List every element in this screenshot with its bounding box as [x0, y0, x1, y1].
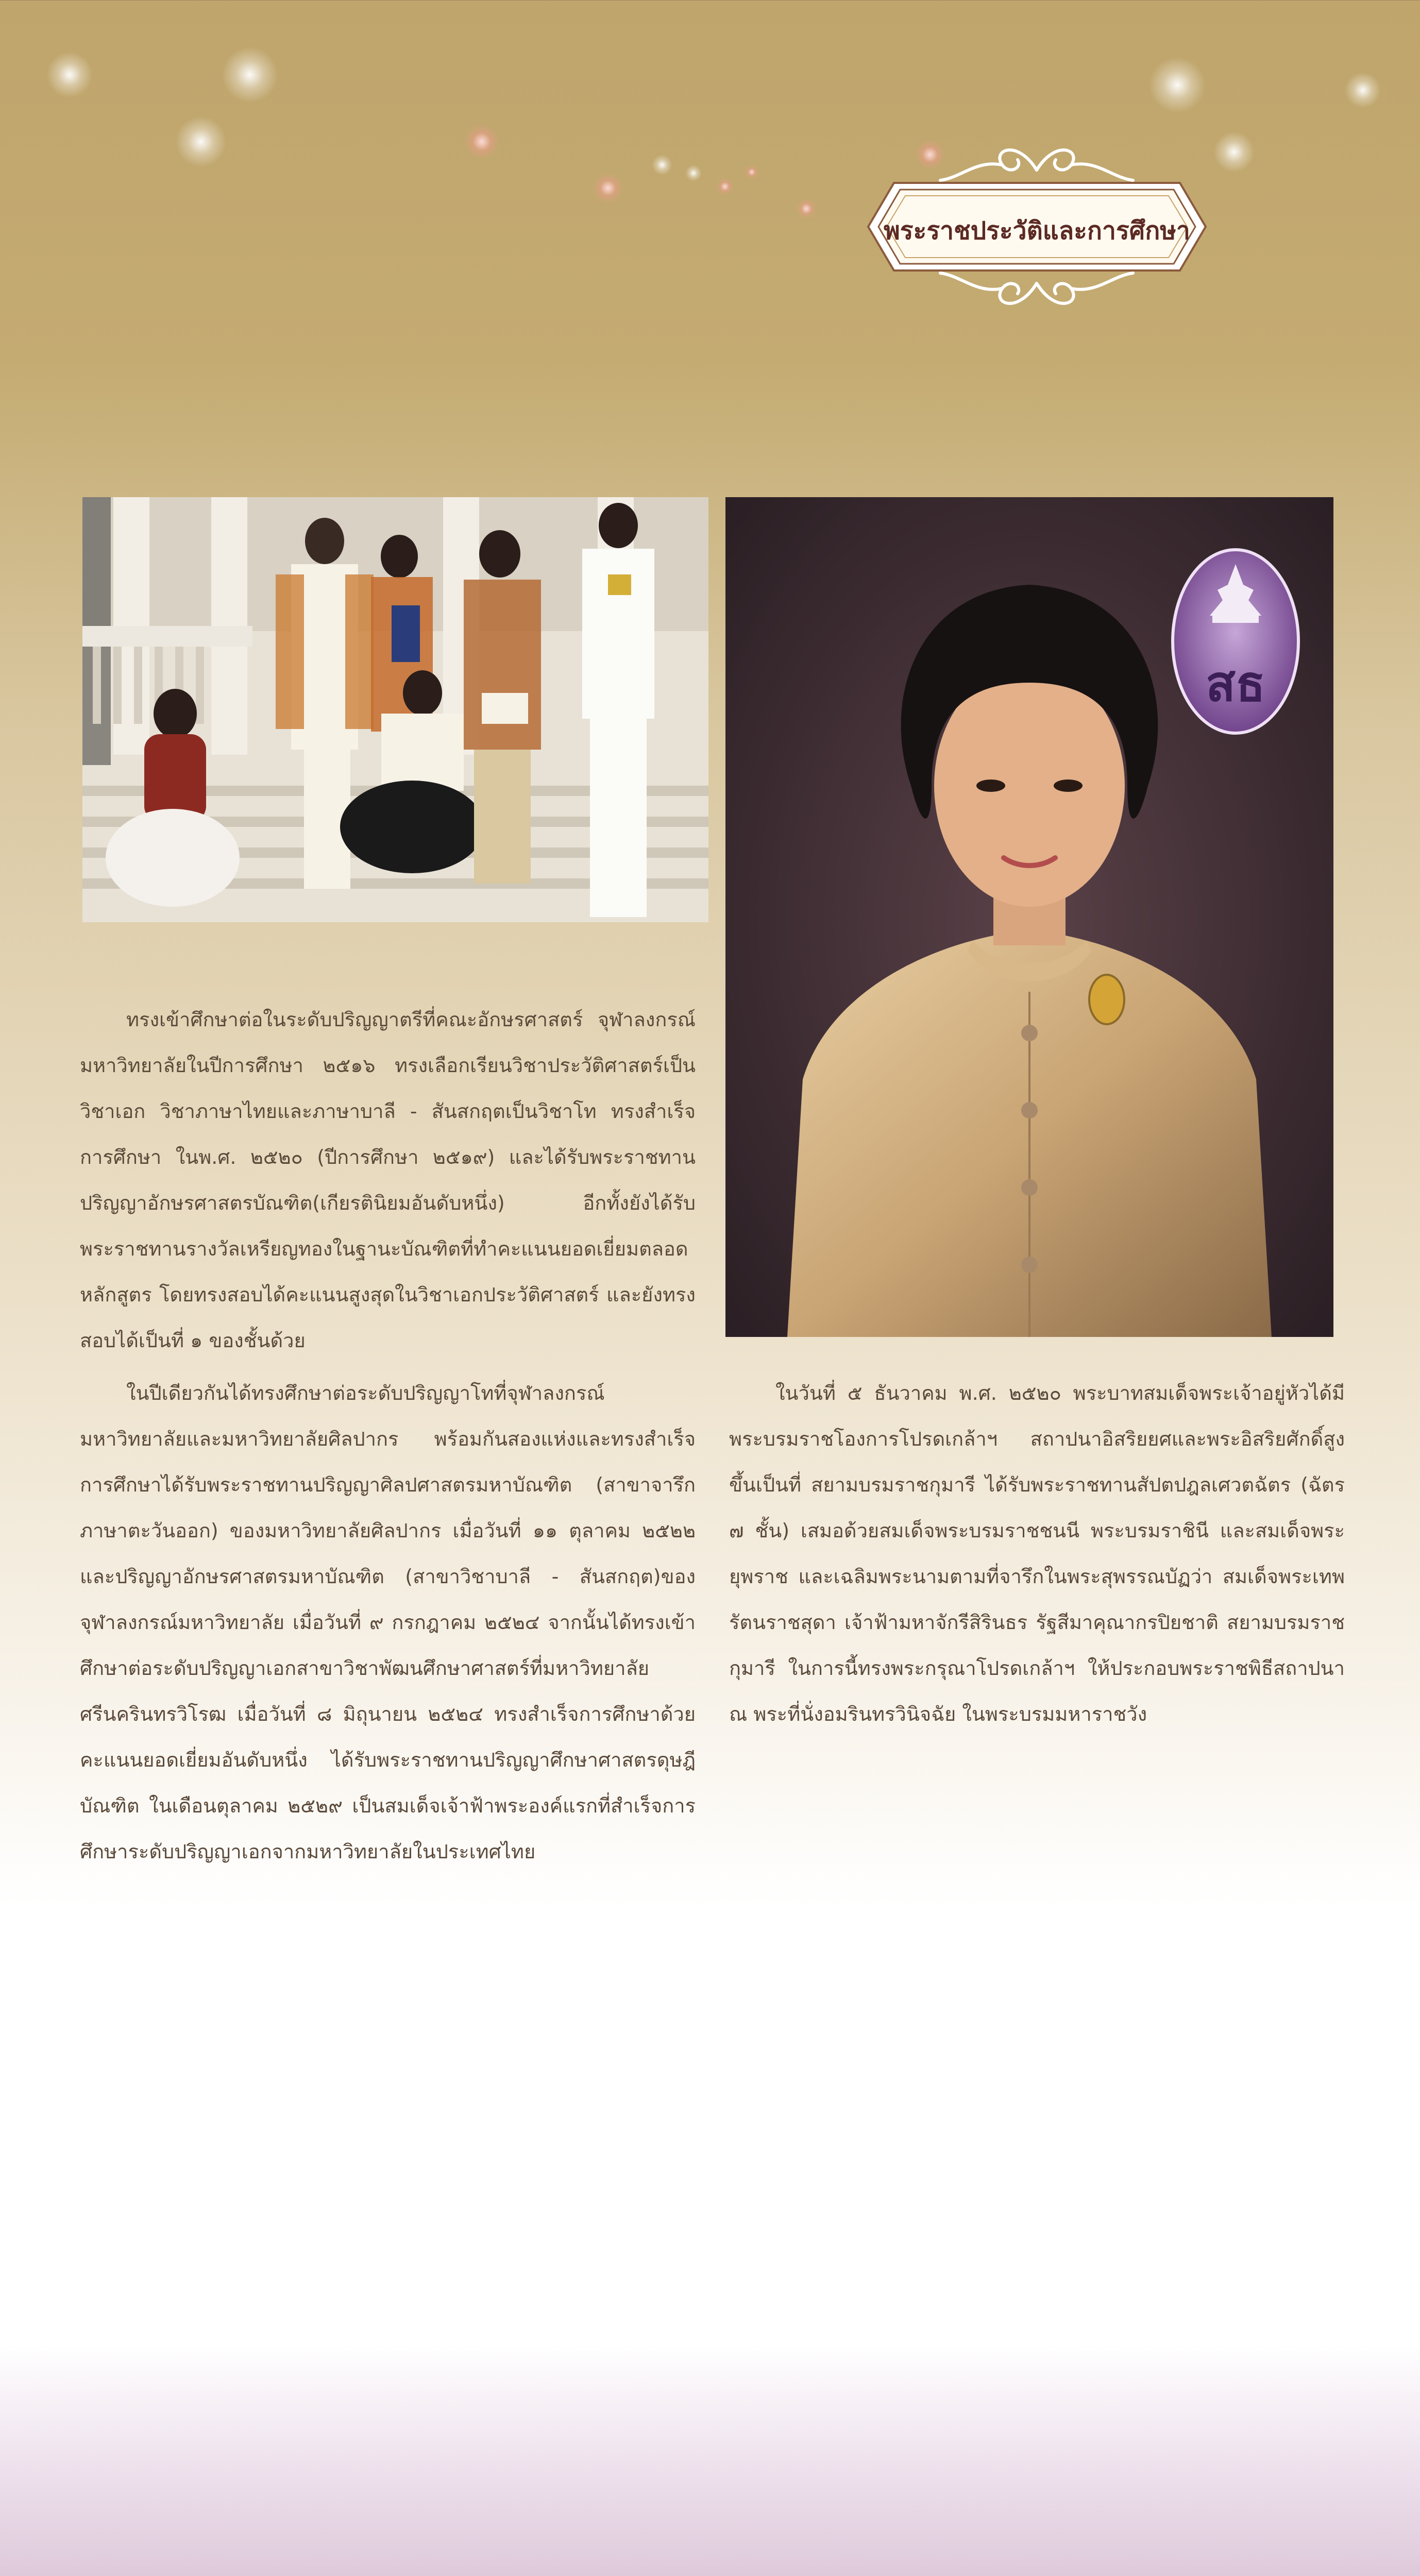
- royal-portrait-photo: [725, 497, 1333, 1337]
- graduation-ceremony-photo: [82, 497, 708, 922]
- royal-cypher-emblem-icon: [1173, 550, 1298, 733]
- investiture-paragraph: ในวันที่ ๕ ธันวาคม พ.ศ. ๒๕๒๐ พระบาทสมเด็จพระเจ้าอยู่หัวได้มีพระบรมราชโองการโปรดเกล้าฯ สถาปนาอิสริยยศและพระอิสริยศักดิ์สูงขึ้นเป็นที่ สยามบรมราชกุมารี ได้รับพระราชทานสัปตปฎลเศวตฉัตร (ฉัตร ๗ ชั้น) เสมอด้วยสมเด็จพระบรมราชชนนี พระบรมราชินี และสมเด็จพระยุพราช และเฉลิมพระนามตามที่จารึกในพระสุพรรณบัฏว่า สมเด็จพระเทพรัตนราชสุดา เจ้าฟ้ามหาจักรีสิรินธร รัฐสีมาคุณากรปิยชาติ สยามบรมราชกุมารี ในการนี้ทรงพระกรุณาโปรดเกล้าฯ ให้ประกอบพระราชพิธีสถาปนา ณ พระที่นั่งอมรินทรวินิจฉัย ในพระบรมมหาราชวัง: [729, 1382, 1345, 1725]
- page-title: พระราชประวัติและการศึกษา: [884, 216, 1190, 245]
- title-banner: [837, 129, 1237, 335]
- education-paragraph-2: ในปีเดียวกันได้ทรงศึกษาต่อระดับปริญญาโทที่จุฬาลงกรณ์มหาวิทยาลัยและมหาวิทยาลัยศิลปากร พร้อมกันสองแห่งและทรงสำเร็จการศึกษาได้รับพระราชทานปริญญาศิลปศาสตรมหาบัณฑิต (สาขาจารึกภาษาตะวันออก) ของมหาวิทยาลัยศิลปากร เมื่อวันที่ ๑๑ ตุลาคม ๒๕๒๒ และปริญญาอักษรศาสตรมหาบัณฑิต (สาขาวิชาบาลี - สันสกฤต)ของจุฬาลงกรณ์มหาวิทยาลัย เมื่อวันที่ ๙ กรกฎาคม ๒๕๒๔ จากนั้นได้ทรงเข้าศึกษาต่อระดับปริญญาเอกสาขาวิชาพัฒนศึกษาศาสตร์ที่มหาวิทยาลัยศรีนครินทรวิโรฒ เมื่อวันที่ ๘ มิถุนายน ๒๕๒๔ ทรงสำเร็จการศึกษาด้วยคะแนนยอดเยี่ยมอันดับหนึ่ง ได้รับพระราชทานปริญญาศึกษาศาสตรดุษฎีบัณฑิต ในเดือนตุลาคม ๒๕๒๙ เป็นสมเด็จเจ้าฟ้าพระองค์แรกที่สำเร็จการศึกษาระดับปริญญาเอกจากมหาวิทยาลัยในประเทศไทย: [80, 1382, 696, 1863]
- education-paragraph-1: ทรงเข้าศึกษาต่อในระดับปริญญาตรีที่คณะอักษรศาสตร์ จุฬาลงกรณ์มหาวิทยาลัยในปีการศึกษา ๒๕๑๖ ทรงเลือกเรียนวิชาประวัติศาสตร์เป็นวิชาเอก วิชาภาษาไทยและภาษาบาลี - สันสกฤตเป็นวิชาโท ทรงสำเร็จการศึกษา ในพ.ศ. ๒๕๒๐ (ปีการศึกษา ๒๕๑๙) และได้รับพระราชทานปริญญาอักษรศาสตรบัณฑิต(เกียรตินิยมอันดับหนึ่ง) อีกทั้งยังได้รับพระราชทานรางวัลเหรียญทองในฐานะบัณฑิตที่ทำคะแนนยอดเยี่ยมตลอดหลักสูตร โดยทรงสอบได้คะแนนสูงสุดในวิชาเอกประวัติศาสตร์ และยังทรงสอบได้เป็นที่ ๑ ของชั้นด้วย: [80, 1008, 696, 1352]
- svg-text:สธ: สธ: [1206, 655, 1265, 713]
